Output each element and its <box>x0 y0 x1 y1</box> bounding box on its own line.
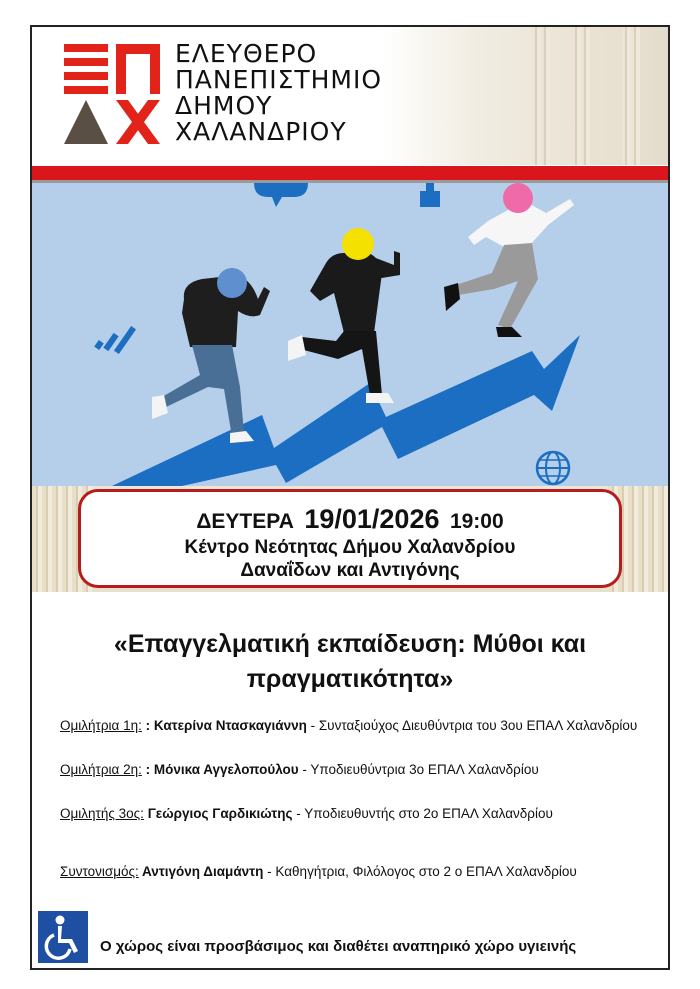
speaker-description: - Καθηγήτρια, Φιλόλογος στο 2 ο ΕΠΑΛ Χαλανδρίου <box>263 864 577 879</box>
university-name-line-4: ΧΑΛΑΝΔΡΙΟΥ <box>175 117 347 146</box>
speaker-3 <box>60 806 553 821</box>
university-name-line-2: ΠΑΝΕΠΙΣΤΗΜΙΟ <box>175 65 383 94</box>
moderator <box>60 864 577 879</box>
university-name-line-3: ΔΗΜΟΥ <box>175 91 273 120</box>
red-divider <box>32 166 668 180</box>
event-venue: Κέντρο Νεότητας Δήμου Χαλανδρίου <box>184 537 516 558</box>
speaker-name: Μόνικα Αγγελοπούλου <box>153 762 299 777</box>
event-info-box <box>78 489 622 588</box>
speaker-role: Συντονισμός: <box>60 864 139 879</box>
event-address: Δαναΐδων και Αντιγόνης <box>240 560 460 581</box>
talk-title-line-2: πραγματικότητα» <box>246 665 454 693</box>
speaker-role: Ομιλήτρια 1η: <box>60 718 142 733</box>
event-date-line <box>81 504 619 535</box>
speaker-role: Ομιλήτρια 2η: <box>60 762 142 777</box>
wheelchair-icon <box>38 911 88 963</box>
speaker-description: - Συνταξιούχος Διευθύντρια του 3ου ΕΠΑΛ Χαλανδρίου <box>306 718 638 733</box>
speaker-description: - Υποδιευθύντρια 3ο ΕΠΑΛ Χαλανδρίου <box>298 762 539 777</box>
university-name <box>175 41 382 145</box>
speaker-2 <box>60 762 539 777</box>
event-day: ΔΕΥΤΕΡΑ <box>196 510 294 533</box>
event-time: 19:00 <box>449 510 504 533</box>
speaker-role: Ομιλητής 3ος: <box>60 806 144 821</box>
speaker-1 <box>60 718 637 733</box>
accessibility-note: Ο χώρος είναι προσβάσιμος και διαθέτει αναπηρικό χώρο υγιεινής <box>100 938 577 955</box>
speaker-name: Κατερίνα Ντασκαγιάννη <box>153 718 307 733</box>
university-name-line-1: ΕΛΕΥΘΕΡΟ <box>175 39 318 68</box>
speaker-description: - Υποδιευθυντής στο 2ο ΕΠΑΛ Χαλανδρίου <box>292 806 553 821</box>
university-logo <box>64 44 162 144</box>
speaker-name: Αντιγόνη Διαμάντη <box>142 864 264 879</box>
hero-illustration <box>32 183 668 486</box>
speaker-sep: : <box>141 718 154 733</box>
speaker-sep: : <box>141 762 154 777</box>
speaker-name: Γεώργιος Γαρδικιώτης <box>147 806 293 821</box>
talk-title <box>40 627 660 697</box>
event-date: 19/01/2026 <box>304 504 440 534</box>
talk-title-line-1: «Επαγγελματική εκπαίδευση: Μύθοι και <box>113 630 587 658</box>
